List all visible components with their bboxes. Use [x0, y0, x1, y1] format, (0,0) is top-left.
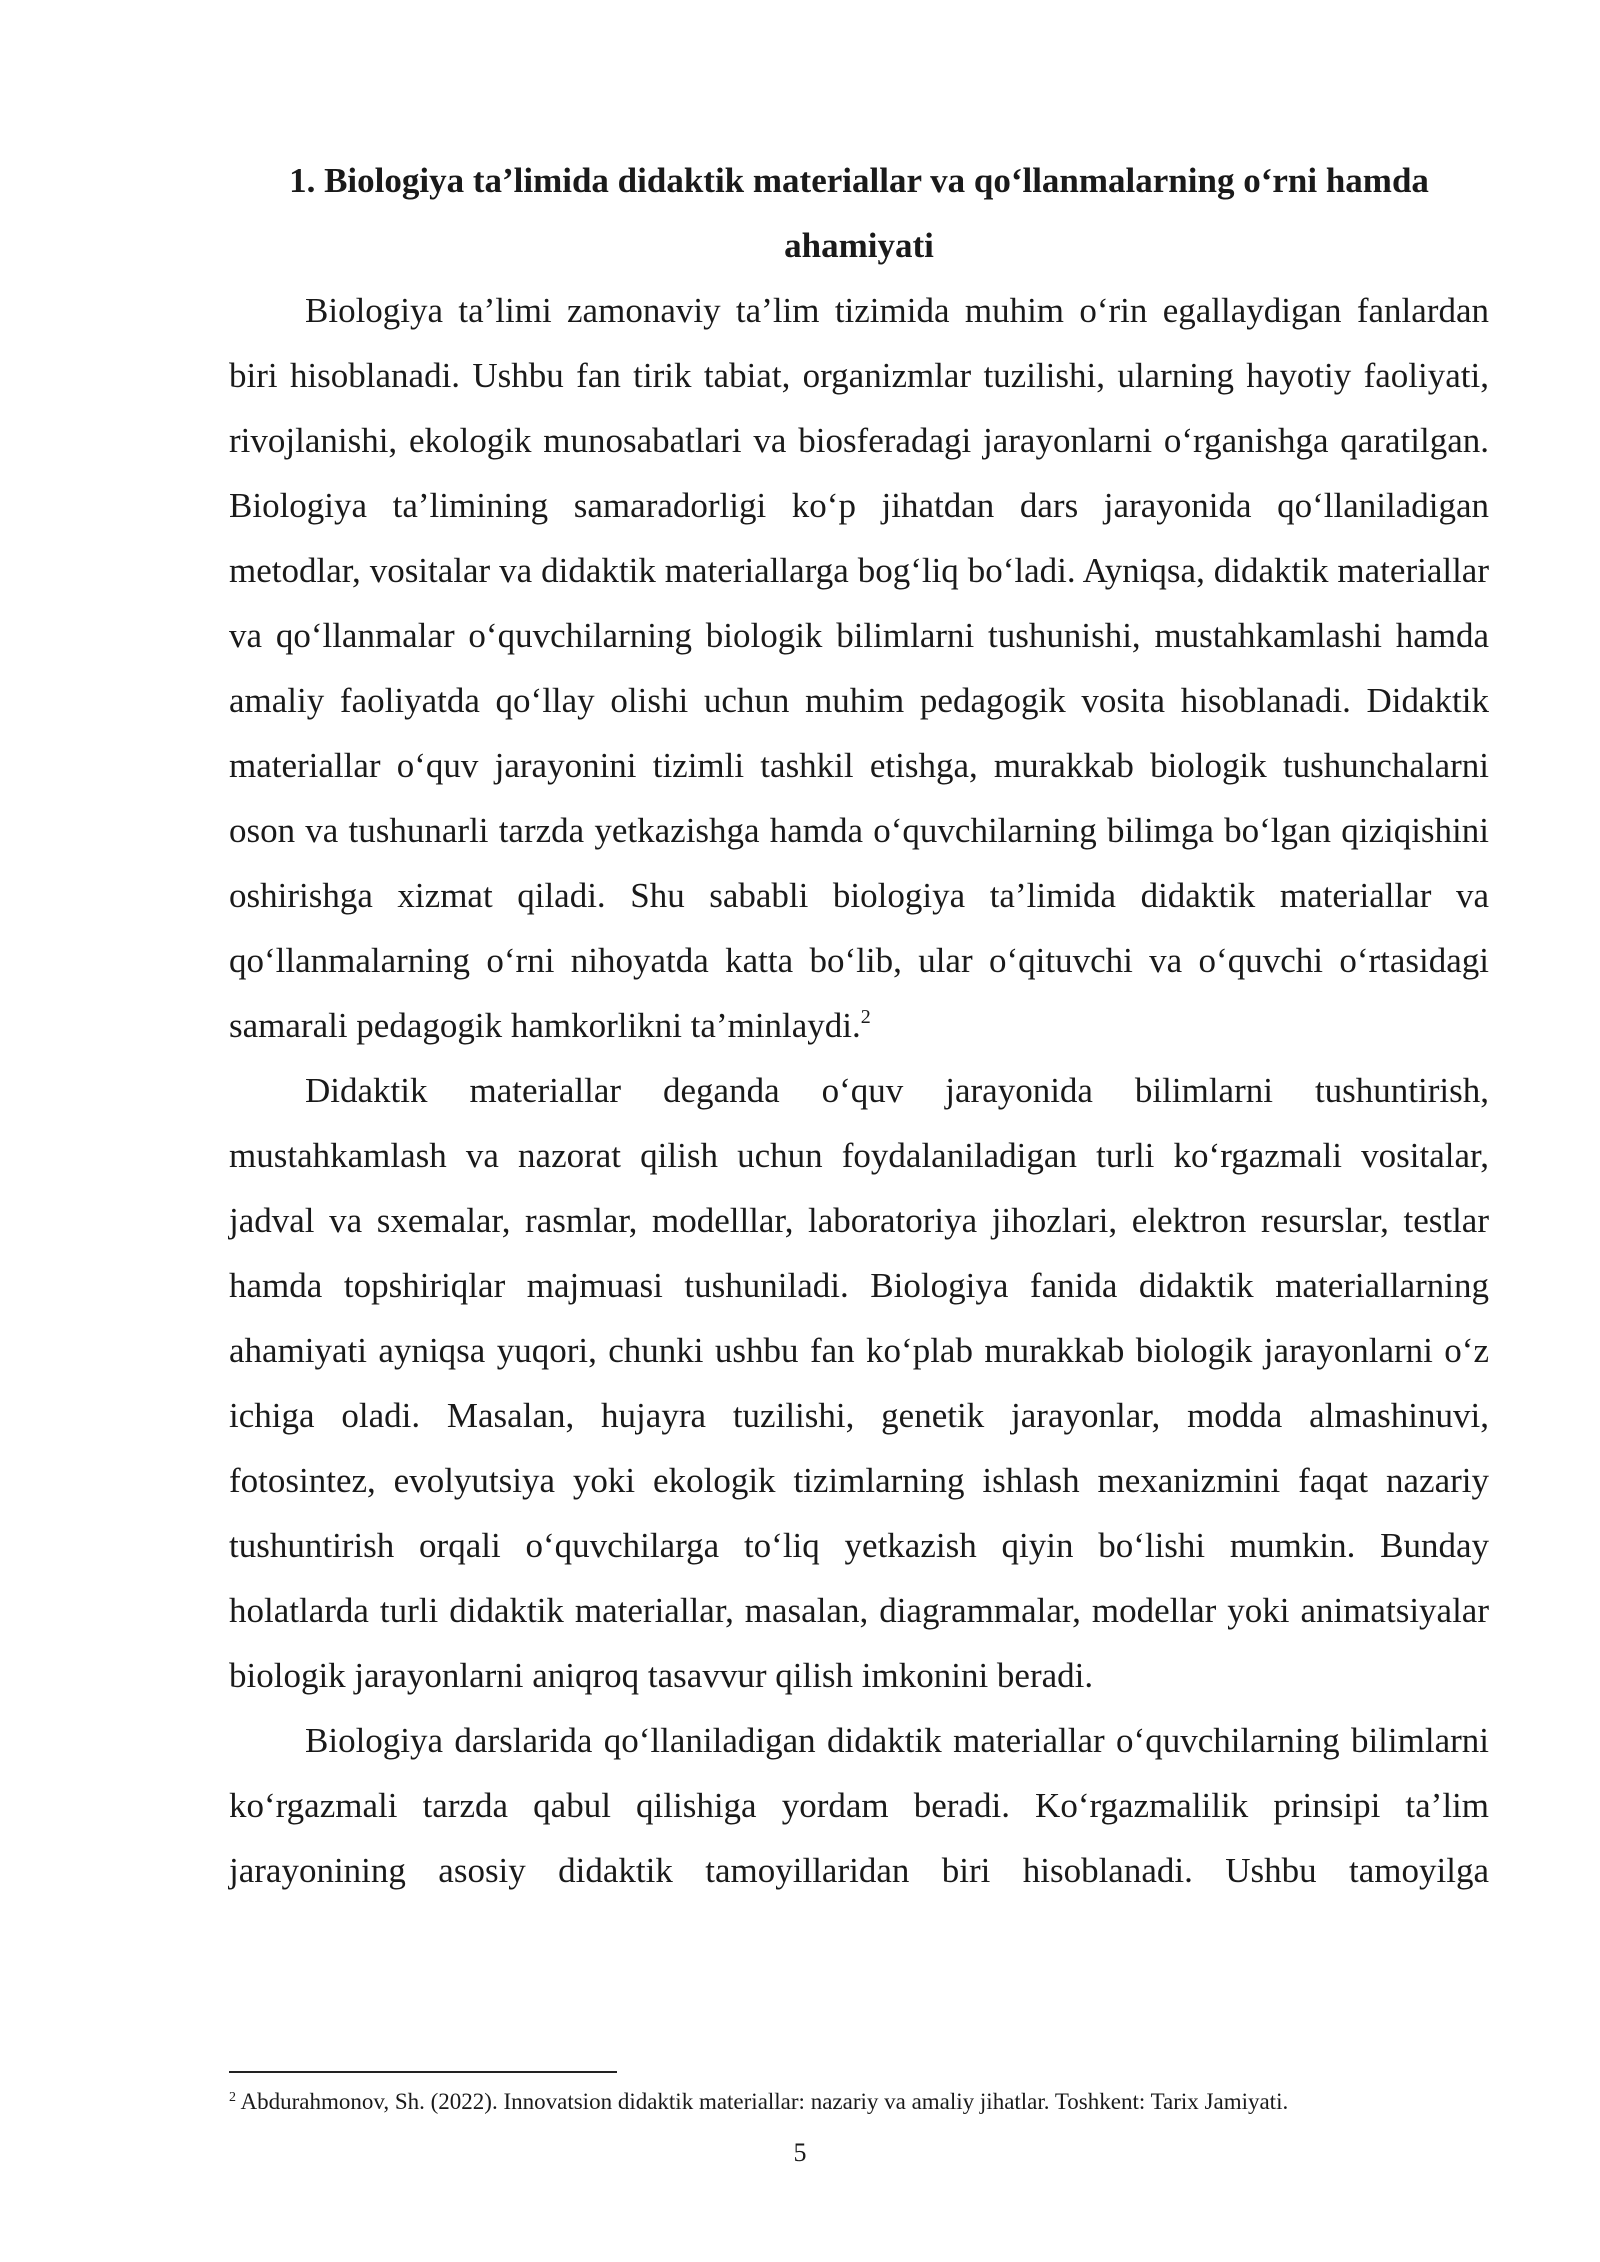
footnote-separator [229, 2071, 617, 2073]
footnote [229, 2088, 1489, 2116]
page-body [229, 148, 1489, 1903]
paragraph-2-text: Didaktik materiallar deganda o‘quv jarayonida bilimlarni tushuntirish, mustahkamlash va nazorat qilish uchun foydalaniladigan turli ko‘rgazmali vositalar, jadval va sxemalar, rasmlar, modelllar, laboratoriya jihozlari, elektron resurslar, testlar hamda topshiriqlar majmuasi tushuniladi. Biologiya fanida didaktik materiallarning ahamiyati ayniqsa yuqori, chunki ushbu fan ko‘plab murakkab biologik jarayonlarni o‘z ichiga oladi. Masalan, hujayra tuzilishi, genetik jarayonlar, modda almashinuvi, fotosintez, evolyutsiya yoki ekologik tizimlarning ishlash mexanizmini faqat nazariy tushuntirish orqali o‘quvchilarga to‘liq yetkazish qiyin bo‘lishi mumkin. Bunday holatlarda turli didaktik materiallar, masalan, diagrammalar, modellar yoki animatsiyalar biologik jarayonlarni aniqroq tasavvur qilish imkonini beradi. [229, 1071, 1489, 1695]
paragraph-2 [229, 1058, 1489, 1708]
paragraph-3 [229, 1708, 1489, 1903]
footnote-reference[interactable]: 2 [860, 1006, 871, 1028]
paragraph-3-text: Biologiya darslarida qo‘llaniladigan didaktik materiallar o‘quvchilarning bilimlarni ko‘rgazmali tarzda qabul qilishiga yordam beradi. Ko‘rgazmalilik prinsipi ta’lim jarayonining asosiy didaktik tamoyillaridan biri hisoblanadi. Ushbu tamoyilga [229, 1721, 1489, 1890]
page-number: 5 [793, 2138, 807, 2167]
paragraph-1-text: Biologiya ta’limi zamonaviy ta’lim tizimida muhim o‘rin egallaydigan fanlardan biri hisoblanadi. Ushbu fan tirik tabiat, organizmlar tuzilishi, ularning hayotiy faoliyati, rivojlanishi, ekologik munosabatlari va biosferadagi jarayonlarni o‘rganishga qaratilgan. Biologiya ta’limining samaradorligi ko‘p jihatdan dars jarayonida qo‘llaniladigan metodlar, vositalar va didaktik materiallarga bog‘liq bo‘ladi. Ayniqsa, didaktik materiallar va qo‘llanmalar o‘quvchilarning biologik bilimlarni tushunishi, mustahkamlashi hamda amaliy faoliyatda qo‘llay olishi uchun muhim pedagogik vosita hisoblanadi. Didaktik materiallar o‘quv jarayonini tizimli tashkil etishga, murakkab biologik tushunchalarni oson va tushunarli tarzda yetkazishga hamda o‘quvchilarning bilimga bo‘lgan qiziqishini oshirishga xizmat qiladi. Shu sababli biologiya ta’limida didaktik materiallar va qo‘llanmalarning o‘rni nihoyatda katta bo‘lib, ular o‘qituvchi va o‘quvchi o‘rtasidagi samarali pedagogik hamkorlikni ta’minlaydi. [229, 291, 1489, 1045]
paragraph-1 [229, 278, 1489, 1058]
footnote-marker: 2 [229, 2090, 236, 2105]
section-heading: 1. Biologiya ta’limida didaktik materiallar va qo‘llanmalarning o‘rni hamda ahamiyati [289, 161, 1429, 265]
footnote-text: Abdurahmonov, Sh. (2022). Innovatsion didaktik materiallar: nazariy va amaliy jihatlar. Toshkent: Tarix Jamiyati. [240, 2089, 1289, 2114]
